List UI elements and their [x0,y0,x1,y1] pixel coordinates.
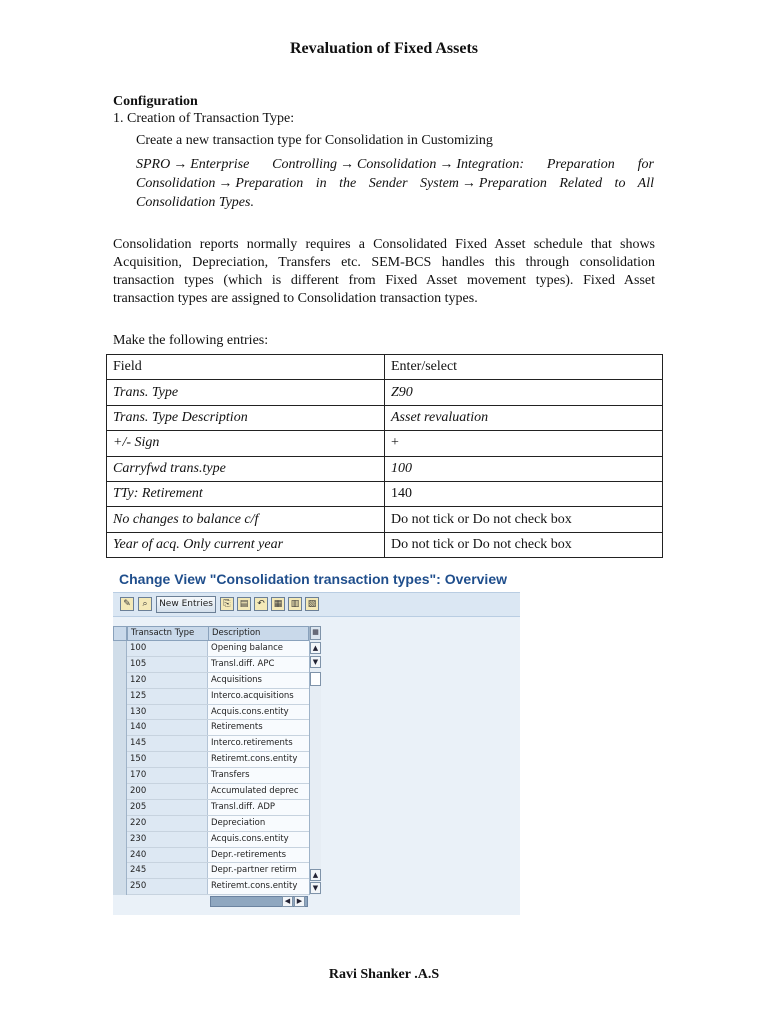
grid-row[interactable] [127,641,309,657]
transaction-type-cell[interactable]: 230 [127,832,208,847]
grid-row[interactable] [127,879,309,895]
step-heading: 1. Creation of Transaction Type: [113,111,295,126]
table-row [107,405,663,430]
select-all-icon[interactable]: ▦ [271,597,285,611]
select-all-rows-cell[interactable] [113,626,127,641]
table-row [107,431,663,456]
field-name-cell: Trans. Type [107,380,385,405]
entries-table [106,354,663,558]
paragraph-line: transaction types (which is different from Fixed Asset movement types). Fixed Asset [113,273,655,288]
column-header-description[interactable]: Description [212,628,261,638]
field-value-cell: 140 [385,481,663,506]
table-header-row [107,355,663,380]
description-cell[interactable]: Interco.retirements [208,736,309,751]
description-cell[interactable]: Acquis.cons.entity [208,705,309,720]
document-title: Revaluation of Fixed Assets [290,40,478,57]
grid-row[interactable] [127,863,309,879]
grid-row[interactable] [127,705,309,721]
undo-icon[interactable]: ↶ [254,597,268,611]
field-name-cell: Year of acq. Only current year [107,532,385,557]
sap-screen-title: Change View "Consolidation transaction types": Overview [119,571,507,587]
field-value-cell: Do not tick or Do not check box [385,532,663,557]
description-cell[interactable]: Transl.diff. APC [208,657,309,672]
description-cell[interactable]: Accumulated deprec [208,784,309,799]
scroll-left-icon[interactable]: ◀ [282,896,293,907]
field-name-cell: TTy: Retirement [107,481,385,506]
vertical-scrollbar[interactable] [309,626,321,895]
description-cell[interactable]: Depr.-retirements [208,848,309,863]
paragraph-line: Acquisition, Depreciation, Transfers etc. SEM-BCS handles this through consolidation [113,255,655,270]
description-cell[interactable]: Retiremt.cons.entity [208,879,309,894]
description-cell[interactable]: Depr.-partner retirm [208,863,309,878]
scroll-up-icon[interactable]: ▲ [310,642,321,654]
paragraph-line: Consolidation reports normally requires a Consolidated Fixed Asset schedule that shows [113,237,655,252]
transaction-type-cell[interactable]: 130 [127,705,208,720]
grid-row[interactable] [127,768,309,784]
author-footer: Ravi Shanker .A.S [328,967,440,982]
intro-paragraph [113,236,655,308]
transaction-type-cell[interactable]: 150 [127,752,208,767]
description-cell[interactable]: Acquisitions [208,673,309,688]
column-config-icon[interactable]: ▦ [310,626,321,640]
customizing-path [136,155,654,212]
entries-intro: Make the following entries: [113,333,269,348]
field-value-cell: 100 [385,456,663,481]
new-entries-button[interactable]: New Entries [156,596,216,613]
description-cell[interactable]: Opening balance [208,641,309,656]
path-line-3: Consolidation Types. [136,195,254,210]
field-name-cell: Carryfwd trans.type [107,456,385,481]
grid-row[interactable] [127,832,309,848]
column-header-code[interactable]: Transactn Type [128,627,209,640]
transaction-type-cell[interactable]: 200 [127,784,208,799]
scroll-thumb[interactable] [310,672,321,686]
transaction-type-cell[interactable]: 245 [127,863,208,878]
description-cell[interactable]: Transfers [208,768,309,783]
grid-row[interactable] [127,800,309,816]
path-line-1: SPRO → Enterprise Controlling → Consolidation → Integration: Preparation for [136,157,654,172]
transaction-types-grid [127,626,309,895]
find-icon[interactable]: ⌕ [138,597,152,611]
header-field: Field [107,355,385,380]
transaction-type-cell[interactable]: 105 [127,657,208,672]
field-value-cell: + [385,431,663,456]
transaction-type-cell[interactable]: 170 [127,768,208,783]
field-name-cell: +/- Sign [107,431,385,456]
field-value-cell: Asset revaluation [385,405,663,430]
transaction-type-cell[interactable]: 240 [127,848,208,863]
copy-icon[interactable]: ⎘ [220,597,234,611]
grid-rows [127,641,309,895]
grid-row[interactable] [127,752,309,768]
grid-row[interactable] [127,689,309,705]
page-up-icon[interactable]: ▲ [310,869,321,881]
description-cell[interactable]: Transl.diff. ADP [208,800,309,815]
transaction-type-cell[interactable]: 125 [127,689,208,704]
description-cell[interactable]: Acquis.cons.entity [208,832,309,847]
grid-row[interactable] [127,816,309,832]
transaction-type-cell[interactable]: 100 [127,641,208,656]
row-selector-column[interactable] [113,641,127,895]
transaction-type-cell[interactable]: 145 [127,736,208,751]
field-value-cell: Do not tick or Do not check box [385,507,663,532]
table-row [107,456,663,481]
description-cell[interactable]: Depreciation [208,816,309,831]
scroll-down-icon[interactable]: ▼ [310,882,321,894]
table-row [107,507,663,532]
transaction-type-cell[interactable]: 140 [127,720,208,735]
display-change-icon[interactable]: ✎ [120,597,134,611]
paragraph-line: transaction types are assigned to Consolidation transaction types. [113,291,478,306]
grid-header [127,626,309,641]
table-row [107,481,663,506]
path-line-2: Consolidation → Preparation in the Sender System → Preparation Related to All [136,176,654,191]
transaction-type-cell[interactable]: 250 [127,879,208,894]
save-icon[interactable]: ▤ [237,597,251,611]
sap-toolbar [113,592,520,617]
header-value: Enter/select [385,355,663,380]
table-row [107,380,663,405]
field-name-cell: No changes to balance c/f [107,507,385,532]
description-cell[interactable]: Retirements [208,720,309,735]
transaction-type-cell[interactable]: 220 [127,816,208,831]
field-value-cell: Z90 [385,380,663,405]
grid-row[interactable] [127,784,309,800]
grid-row[interactable] [127,673,309,689]
transaction-type-cell[interactable]: 205 [127,800,208,815]
deselect-all-icon[interactable]: ▧ [305,597,319,611]
section-heading: Configuration [113,94,198,109]
scroll-right-icon[interactable]: ▶ [294,896,305,907]
select-block-icon[interactable]: ▥ [288,597,302,611]
grid-row[interactable] [127,848,309,864]
transaction-type-cell[interactable]: 120 [127,673,208,688]
grid-row[interactable] [127,657,309,673]
page-down-icon[interactable]: ▼ [310,656,321,668]
description-cell[interactable]: Interco.acquisitions [208,689,309,704]
grid-row[interactable] [127,720,309,736]
step-description: Create a new transaction type for Consolidation in Customizing [136,133,493,148]
field-name-cell: Trans. Type Description [107,405,385,430]
table-row [107,532,663,557]
description-cell[interactable]: Retiremt.cons.entity [208,752,309,767]
grid-row[interactable] [127,736,309,752]
